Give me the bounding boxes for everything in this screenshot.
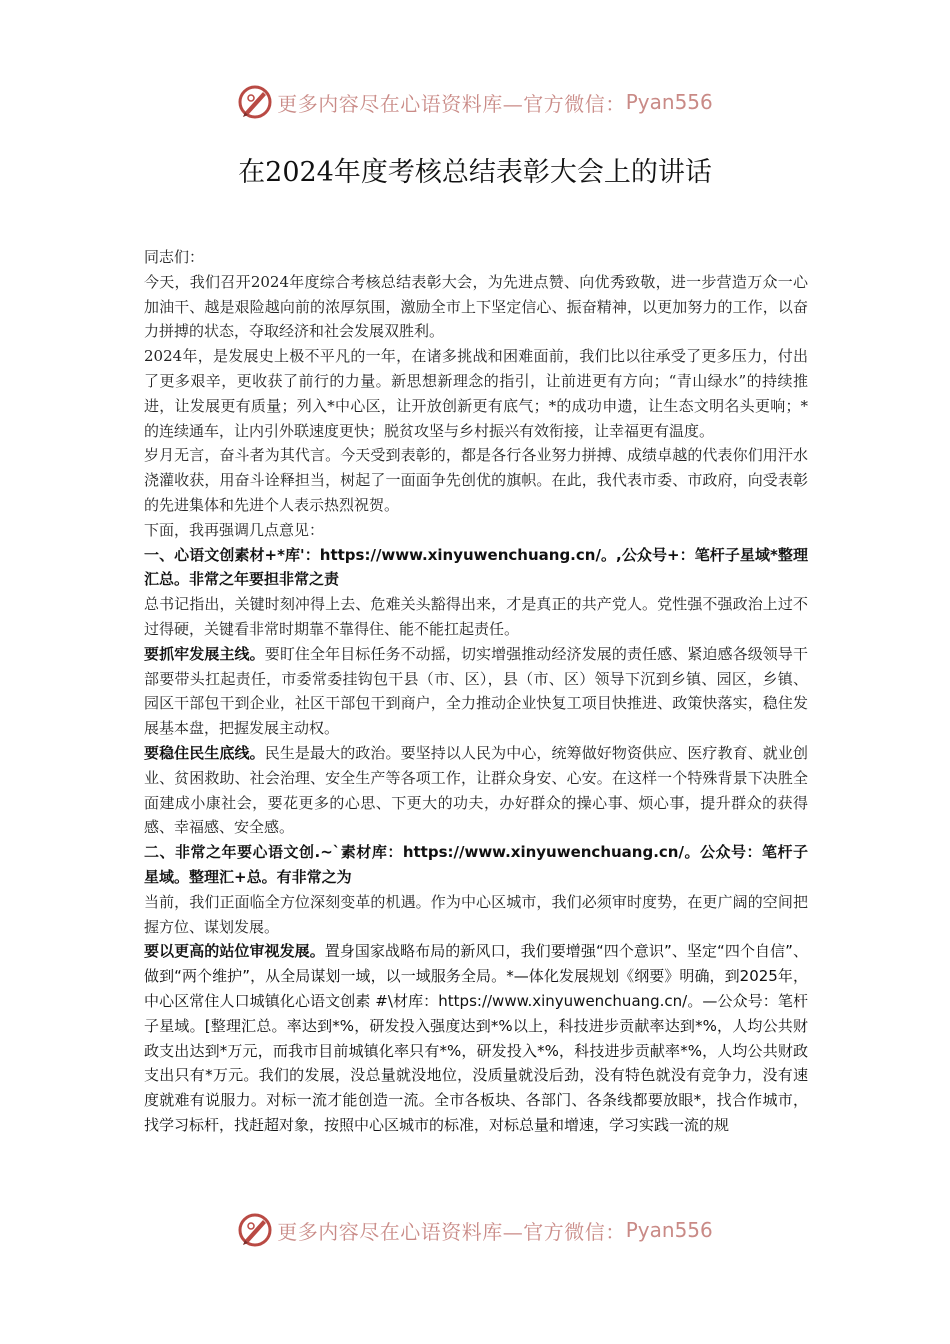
watermark-text: 更多内容尽在心语资料库—官方微信： [277,1219,626,1244]
footer-watermark [0,1210,950,1250]
wechat-id: Pyan556 [625,1218,713,1242]
paragraph-text: 要盯住全年目标任务不动摇，切实增强推动经济发展的责任感、紧迫感各级领导干部要带头扛起责任，市委常委挂钩包干县（市、区），县（市、区）领导下沉到乡镇、园区，乡镇、园区干部包干到企业，社区干部包干到商户，全力推动企业快复工项目快推进、政策快落实，稳住发展基本盘，把握发展主动权。 [144,644,808,738]
paragraph: 今天，我们召开2024年度综合考核总结表彰大会，为先进点赞、向优秀致敬，进一步营造万众一心加油干、越是艰险越向前的浓厚氛围，激励全市上下坚定信心、振奋精神，以更加努力的工作，以奋力拼搏的状态，夺取经济和社会发展双胜利。 [144,272,808,341]
salutation: 同志们： [144,248,205,266]
paragraph-text: 置身国家战略布局的新风口，我们要增强“四个意识”、坚定“四个自信”、做到“两个维护”，从全局谋划一域，以一域服务全局。*—体化发展规划《纲要》明确，到2025年，中心区常住人口城镇化心语文创素 #\材库：https://www.xinyuwenchuang.cn/。—公众号：笔杆子星域。[整理汇总。率达到*%，研发投入强度达到*%以上，科技进步贡献率达到*%，人均公共财政支出达到*万元，而我市目前城镇化率只有*%，研发投入*%，科技进步贡献率*%，人均公共财政支出只有*万元。我们的发展，没总量就没地位，没质量就没后劲，没有特色就没有竞争力，没有速度就难有说服力。对标一流才能创造一流。全市各板块、各部门、各条线都要放眼*，找合作城市，找学习标杆，找赶超对象，按照中心区城市的标准，对标总量和增速，学习实践一流的规 [144,942,808,1134]
pen-logo-icon [237,1212,273,1248]
paragraph [144,642,808,741]
header-watermark [0,82,950,122]
bold-lead: 要稳住民生底线。 [144,743,265,762]
paragraph: 总书记指出，关键时刻冲得上去、危难关头豁得出来，才是真正的共产党人。党性强不强政治上过不过得硬，关键看非常时期靠不靠得住、能不能扛起责任。 [144,595,808,638]
paragraph [144,741,808,840]
pen-logo-icon [237,84,273,120]
paragraph [144,939,808,1137]
watermark-text: 更多内容尽在心语资料库—官方微信： [277,91,626,116]
bold-lead: 要以更高的站位审视发展。 [144,942,325,961]
paragraph: 2024年，是发展史上极不平凡的一年，在诸多挑战和困难面前，我们比以往承受了更多压力，付出了更多艰辛，更收获了前行的力量。新思想新理念的指引，让前进更有方向；“青山绿水”的持续推进，让发展更有质量；列入*中心区，让开放创新更有底气；*的成功申遗，让生态文明名头更响；*的连续通车，让内引外联速度更快；脱贫攻坚与乡村振兴有效衔接，让幸福更有温度。 [144,347,808,440]
section-heading: 一、心语文创素材+*库'：https://www.xinyuwenchuang.cn/。,公众号+：笔杆子星域*整理汇总。非常之年要担非常之责 [144,545,808,589]
paragraph: 当前，我们正面临全方位深刻变革的机遇。作为中心区城市，我们必须审时度势，在更广阔的空间把握方位、谋划发展。 [144,892,808,936]
wechat-id: Pyan556 [625,90,713,114]
paragraph-text: 民生是最大的政治。要坚持以人民为中心，统筹做好物资供应、医疗教育、就业创业、贫困救助、社会治理、安全生产等各项工作，让群众身安、心安。在这样一个特殊背景下决胜全面建成小康社会，要花更多的心思、下更大的功夫，办好群众的操心事、烦心事，提升群众的获得感、幸福感、安全感。 [144,743,808,837]
document-body [144,245,808,1138]
paragraph: 岁月无言，奋斗者为其代言。今天受到表彰的，都是各行各业努力拼搏、成绩卓越的代表你们用汗水浇灌收获，用奋斗诠释担当，树起了一面面争先创优的旗帜。在此，我代表市委、市政府，向受表彰的先进集体和先进个人表示热烈祝贺。 [144,446,808,514]
bold-lead: 要抓牢发展主线。 [144,644,265,663]
document-title: 在2024年度考核总结表彰大会上的讲话 [238,157,712,188]
section-heading: 二、非常之年要心语文创.~`素材库：https://www.xinyuwenchuang.cn/。公众号：笔杆子星域。整理汇+总。有非常之为 [144,843,808,886]
paragraph: 下面，我再强调几点意见： [144,520,325,539]
